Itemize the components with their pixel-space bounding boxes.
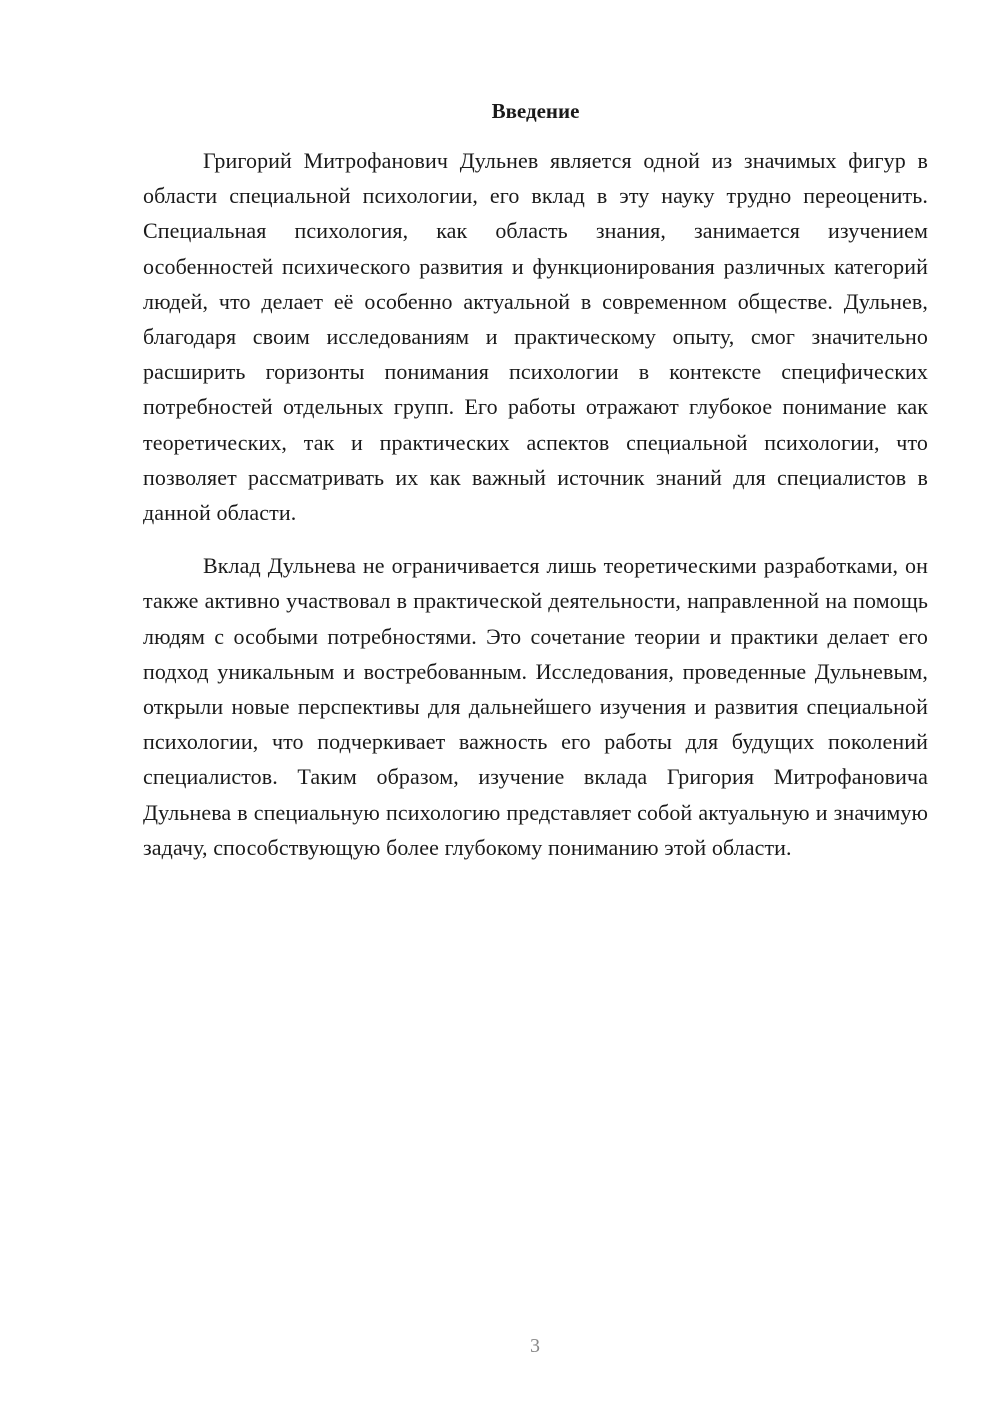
- paragraph-2: Вклад Дульнева не ограничивается лишь теоретическими разработками, он также активно участвовал в практической деятельности, направленной на помощь людям с особыми потребностями. Это сочетание теории и практики делает его подход уникальным и востребованным. Исследования, проведенные Дульневым, открыли новые перспективы для дальнейшего изучения и развития специальной психологии, что подчеркивает важность его работы для будущих поколений специалистов. Таким образом, изучение вклада Григория Митрофановича Дульнева в специальную психологию представляет собой актуальную и значимую задачу, способствующую более глубокому пониманию этой области.: [143, 553, 928, 860]
- paragraph-1: Григорий Митрофанович Дульнев является одной из значимых фигур в области специальной психологии, его вклад в эту науку трудно переоценить. Специальная психология, как область знания, занимается изучением особенностей психического развития и функционирования различных категорий людей, что делает её особенно актуальной в современном обществе. Дульнев, благодаря своим исследованиям и практическому опыту, смог значительно расширить горизонты понимания психологии в контексте специфических потребностей отдельных групп. Его работы отражают глубокое понимание как теоретических, так и практических аспектов специальной психологии, что позволяет рассматривать их как важный источник знаний для специалистов в данной области.: [143, 148, 928, 526]
- section-title: Введение: [491, 99, 580, 123]
- body-text: [143, 143, 928, 865]
- page-number: 3: [530, 1335, 540, 1357]
